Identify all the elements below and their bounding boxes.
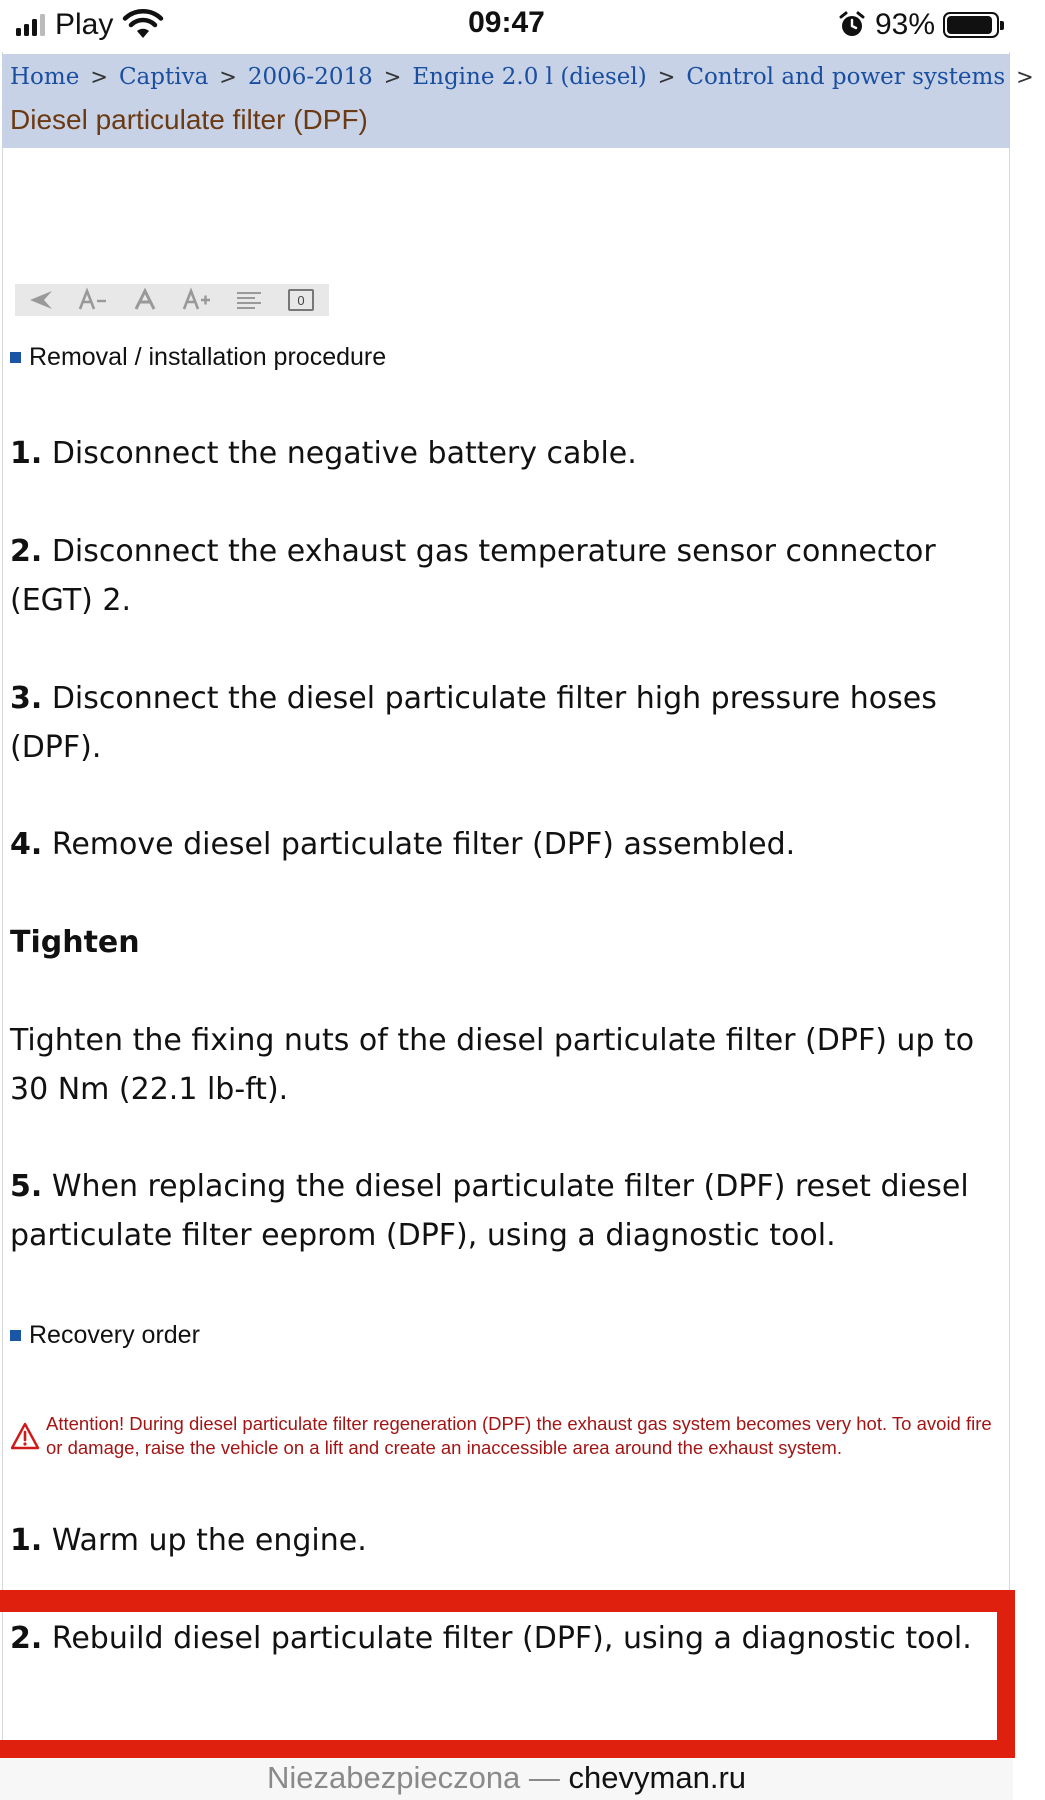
step-2 [10, 527, 1004, 625]
back-button[interactable] [15, 284, 67, 316]
status-time: 09:47 [468, 6, 545, 39]
step-number: 4. [10, 827, 43, 862]
step-number: 3. [10, 681, 43, 716]
alarm-icon [837, 10, 867, 40]
font-normal-button[interactable] [119, 284, 171, 316]
step-3 [10, 674, 1004, 772]
step-number: 1. [10, 1523, 43, 1558]
back-arrow-icon [28, 289, 54, 311]
warning-text: Attention! During diesel particulate filter regeneration (DPF) the exhaust gas system becomes very hot. To avoid fire or damage, raise the vehicle on a lift and create an inaccessible area around the exhaust system. [46, 1413, 992, 1458]
step-text: Warm up the engine. [42, 1523, 367, 1558]
step-number: 1. [10, 436, 43, 471]
comments-count: 0 [297, 292, 305, 308]
breadcrumb-separator: > [383, 65, 402, 89]
tighten-heading: Tighten [10, 925, 140, 960]
breadcrumb [10, 64, 1045, 90]
font-increase-button[interactable] [171, 284, 223, 316]
step-number: 5. [10, 1169, 43, 1204]
breadcrumb-separator: > [90, 65, 108, 89]
font-normal-icon [134, 289, 156, 311]
domain-label: chevyman.ru [568, 1760, 747, 1795]
bullet-square-icon [10, 352, 21, 363]
warning-notice [10, 1412, 1004, 1460]
text-toolbar [15, 284, 329, 316]
battery-percentage: 93% [874, 8, 935, 41]
step-text: Disconnect the exhaust gas temperature sensor connector (EGT) 2. [10, 534, 936, 618]
section-heading-recovery [10, 1321, 200, 1350]
step-5 [10, 1162, 1004, 1260]
comments-icon [288, 289, 314, 311]
breadcrumb-link-model[interactable]: Captiva [118, 64, 209, 90]
url-bar[interactable] [0, 1758, 1013, 1800]
step-text: When replacing the diesel particulate filter (DPF) reset diesel particulate filter eeprom (DPF), using a diagnostic tool. [10, 1169, 969, 1253]
warning-triangle-icon [10, 1421, 40, 1451]
breadcrumb-separator: > [219, 65, 237, 89]
battery-level [947, 16, 992, 34]
breadcrumb-link-years[interactable]: 2006-2018 [247, 64, 373, 90]
comments-button[interactable] [275, 284, 327, 316]
breadcrumb-separator: > [657, 65, 676, 89]
breadcrumb-link-home[interactable]: Home [10, 64, 80, 90]
status-right [837, 8, 999, 42]
page-title: Diesel particulate filter (DPF) [10, 104, 368, 135]
font-increase-icon [182, 289, 212, 311]
step-1 [10, 429, 1004, 478]
breadcrumb-separator: > [1016, 65, 1034, 89]
font-decrease-button[interactable] [67, 284, 119, 316]
section-heading-text: Recovery order [29, 1321, 200, 1349]
step-text: Remove diesel particulate filter (DPF) assembled. [42, 827, 796, 862]
status-bar [0, 0, 1013, 52]
step-text: Disconnect the negative battery cable. [42, 436, 637, 471]
breadcrumb-link-engine[interactable]: Engine 2.0 l (diesel) [412, 64, 647, 90]
tighten-text: Tighten the fixing nuts of the diesel particulate filter (DPF) up to 30 Nm (22.1 lb-ft). [10, 1023, 975, 1107]
text-list-icon [235, 290, 263, 310]
font-decrease-icon [78, 289, 108, 311]
step-4 [10, 820, 1004, 869]
carrier-name: Play [55, 8, 114, 41]
step-text: Disconnect the diesel particulate filter high pressure hoses (DPF). [10, 681, 937, 765]
breadcrumb-link-systems[interactable]: Control and power systems [686, 64, 1006, 90]
breadcrumb-bar [2, 54, 1034, 148]
recovery-step-1 [10, 1516, 1004, 1565]
battery-icon [943, 12, 999, 38]
step-text: Rebuild diesel particulate filter (DPF), using a diagnostic tool. [42, 1621, 972, 1656]
bullet-square-icon [10, 1330, 21, 1341]
step-number: 2. [10, 534, 43, 569]
step-number: 2. [10, 1621, 43, 1656]
section-heading-removal [10, 343, 386, 372]
highlight-box [0, 1590, 1015, 1758]
text-list-button[interactable] [223, 284, 275, 316]
section-heading-text: Removal / installation procedure [29, 343, 387, 371]
security-label: Niezabezpieczona — [266, 1760, 560, 1795]
